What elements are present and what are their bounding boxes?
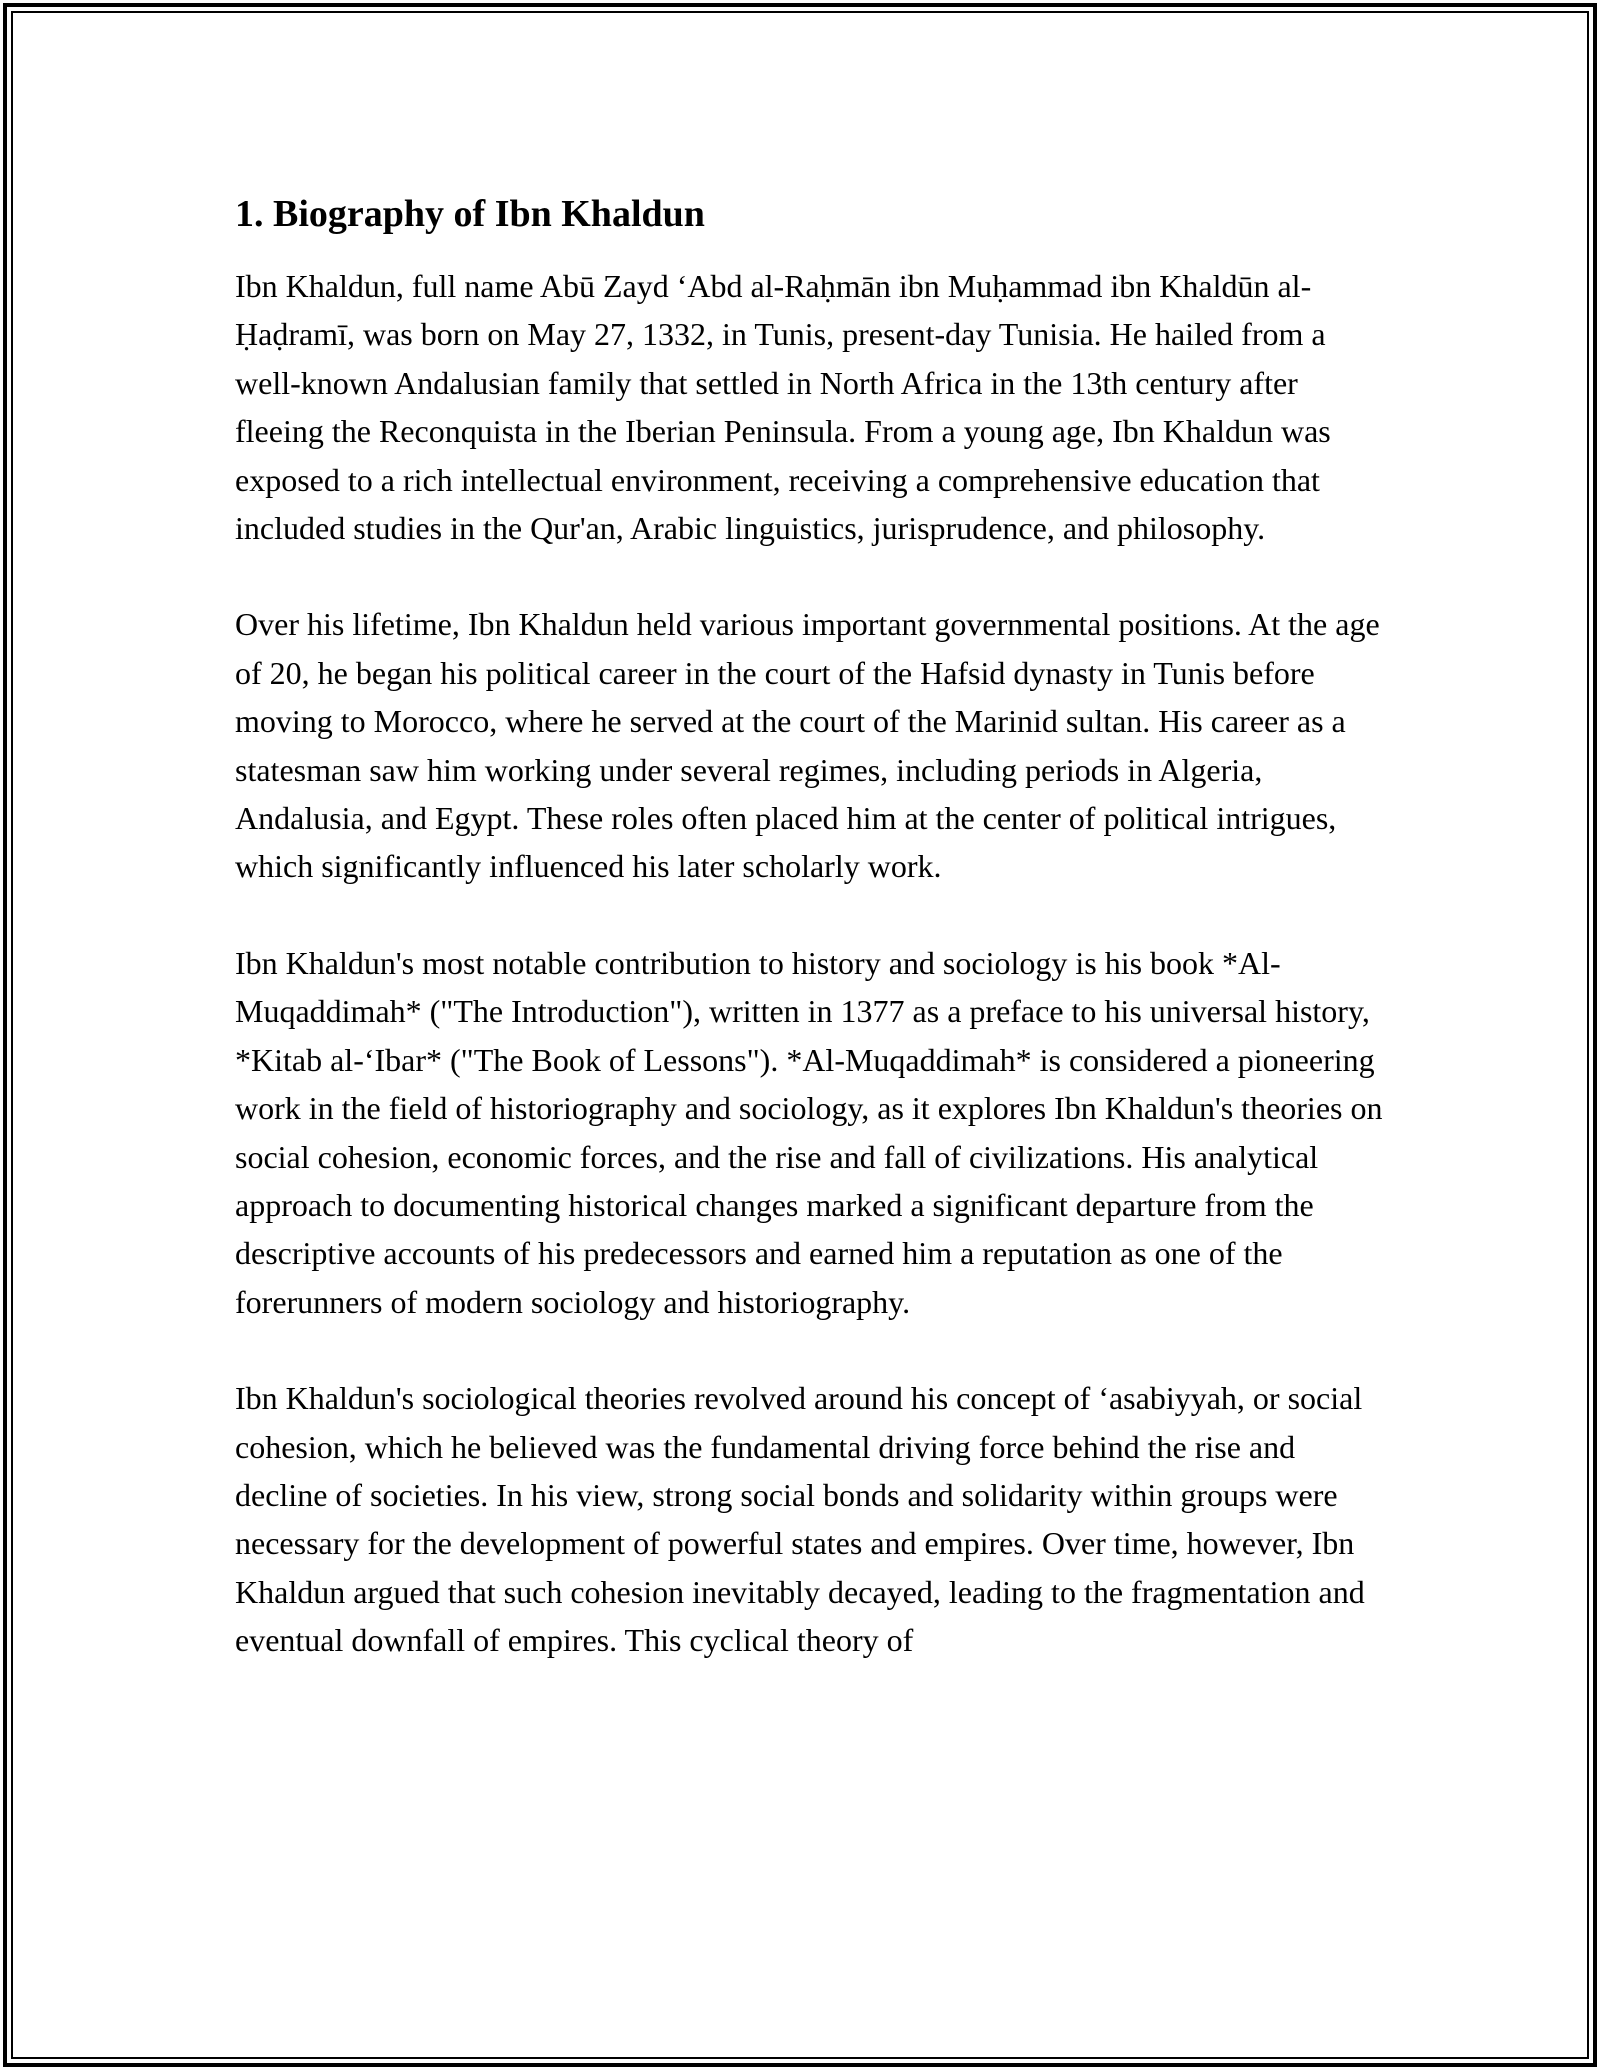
section-heading: 1. Biography of Ibn Khaldun — [235, 193, 705, 235]
document-body — [235, 186, 1385, 1713]
paragraph-asabiyyah: Ibn Khaldun's sociological theories revolved around his concept of ‘asabiyyah, or social cohesion, which he believed was the fundamental driving force behind the rise and decline of societies. In his view, strong social bonds and solidarity within groups were necessary for the development of powerful states and empires. Over time, however, Ibn Khaldun argued that such cohesion inevitably decayed, leading to the fragmentation and eventual downfall of empires. This cyclical theory of — [235, 1380, 1365, 1659]
paragraph-muqaddimah: Ibn Khaldun's most notable contribution to history and sociology is his book *Al-Muqaddimah* ("The Introduction"), written in 1377 as a preface to his universal history, *Kitab al-‘Ibar* ("The Book of Lessons"). *Al-Muqaddimah* is considered a pioneering work in the field of historiography and sociology, as it explores Ibn Khaldun's theories on social cohesion, economic forces, and the rise and fall of civilizations. His analytical approach to documenting historical changes marked a significant departure from the descriptive accounts of his predecessors and earned him a reputation as one of the forerunners of modern sociology and historiography. — [235, 944, 1383, 1320]
paragraph-political-career: Over his lifetime, Ibn Khaldun held various important governmental positions. At the age of 20, he began his political career in the court of the Hafsid dynasty in Tunis before moving to Morocco, where he served at the court of the Marinid sultan. His career as a statesman saw him working under several regimes, including periods in Algeria, Andalusia, and Egypt. These roles often placed him at the center of political intrigues, which significantly influenced his later scholarly work. — [235, 606, 1380, 885]
paragraph-birth-education: Ibn Khaldun, full name Abū Zayd ‘Abd al-Raḥmān ibn Muḥammad ibn Khaldūn al-Ḥaḍramī, was born on May 27, 1332, in Tunis, present-day Tunisia. He hailed from a well-known Andalusian family that settled in North Africa in the 13th century after fleeing the Reconquista in the Iberian Peninsula. From a young age, Ibn Khaldun was exposed to a rich intellectual environment, receiving a comprehensive education that included studies in the Qur'an, Arabic linguistics, jurisprudence, and philosophy. — [235, 268, 1331, 547]
